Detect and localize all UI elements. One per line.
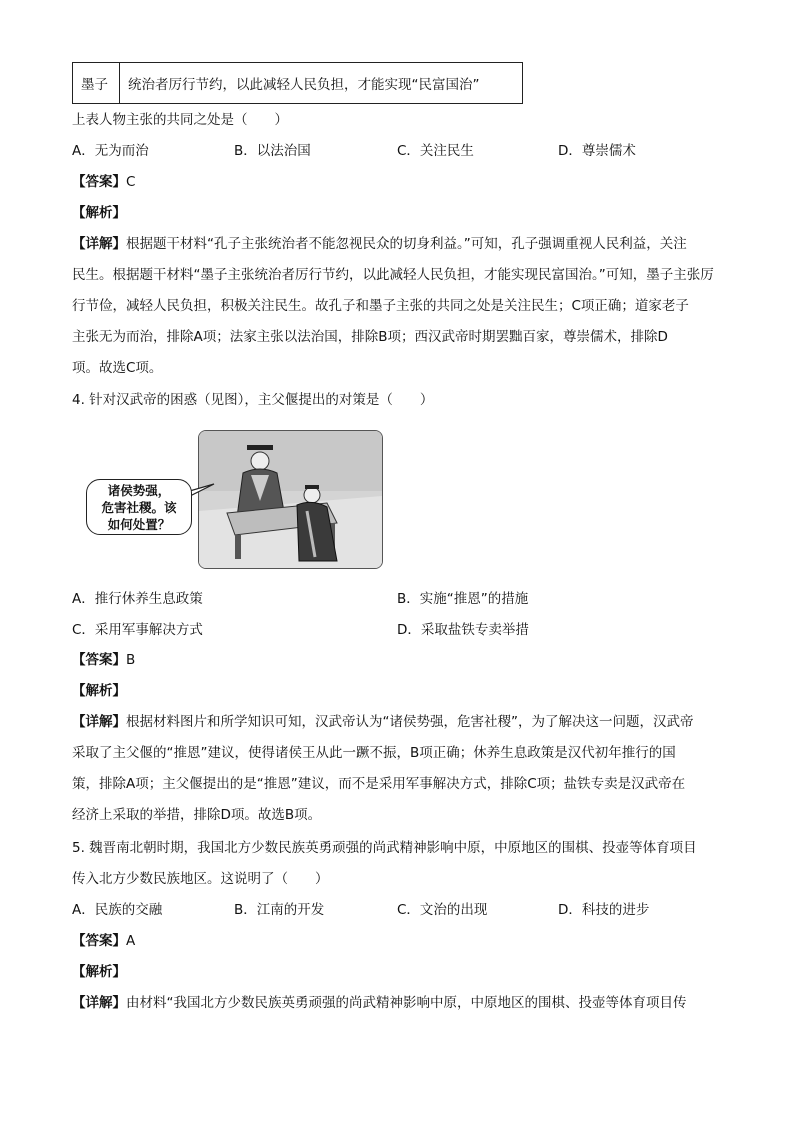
q3-option-a: A．无为而治: [72, 143, 149, 159]
q4-answer: [72, 650, 135, 670]
q4-option-c: C．采用军事解决方式: [72, 622, 203, 638]
q4-detail-line-2: 采取了主父偃的“推恩”建议，使得诸侯王从此一蹶不振，B项正确；休养生息政策是汉代初年推行的国: [72, 745, 676, 761]
bubble-line-3: 如何处置？: [107, 517, 171, 532]
q3-detail-line-5: 项。故选C项。: [72, 360, 163, 376]
detail-text: 由材料“我国北方少数民族英勇顽强的尚武精神影响中原，中原地区的围棋、投壶等体育项目传: [126, 995, 687, 1011]
answer-tag: 【答案】: [72, 652, 126, 668]
answer-tag: 【答案】: [72, 174, 126, 190]
q5-option-d: D．科技的进步: [558, 902, 650, 918]
table-row: [73, 63, 523, 104]
answer-tag: 【答案】: [72, 933, 126, 949]
q3-detail-line-1: [72, 234, 687, 254]
q4-option-d: D．采取盐铁专卖举措: [397, 622, 529, 638]
q4-detail-line-3: 策，排除A项；主父偃提出的是“推恩”建议，而不是采用军事解决方式，排除C项；盐铁专卖是汉武帝在: [72, 776, 686, 792]
emperor-scene-image: [199, 431, 382, 568]
answer-value: A: [126, 933, 136, 949]
q3-option-c: C．关注民生: [397, 143, 474, 159]
q4-option-a: A．推行休养生息政策: [72, 591, 203, 607]
answer-value: C: [126, 174, 136, 190]
bubble-line-2: 危害社稷。该: [101, 500, 177, 515]
q3-detail-line-2: 民生。根据题干材料“墨子主张统治者厉行节约，以此减轻人民负担，才能实现民富国治。”可知，墨子主张厉: [72, 267, 714, 283]
q4-stem: 4. 针对汉武帝的困惑（见图），主父偃提出的对策是（ ）: [72, 392, 434, 408]
quote-table: [72, 62, 523, 104]
q4-option-b: B．实施“推恩”的措施: [397, 591, 529, 607]
emperor-illustration: [198, 430, 383, 569]
q3-detail-line-4: 主张无为而治，排除A项；法家主张以法治国，排除B项；西汉武帝时期罢黜百家，尊崇儒术，排除D: [72, 329, 668, 345]
detail-text: 根据题干材料“孔子主张统治者不能忽视民众的切身利益。”可知，孔子强调重视人民利益，关注: [126, 236, 687, 252]
table-cell-text: 统治者厉行节约，以此减轻人民负担，才能实现“民富国治”: [120, 63, 523, 104]
bubble-line-1: 诸侯势强，: [107, 483, 171, 498]
q5-option-b: B．江南的开发: [234, 902, 325, 918]
speech-bubble: [86, 479, 192, 535]
q3-analysis-tag: 【解析】: [72, 205, 126, 221]
table-cell-name: 墨子: [73, 63, 120, 104]
detail-tag: 【详解】: [72, 995, 126, 1011]
q5-answer: [72, 931, 135, 951]
q5-option-a: A．民族的交融: [72, 902, 163, 918]
q3-option-d: D．尊崇儒术: [558, 143, 636, 159]
q5-analysis-tag: 【解析】: [72, 964, 126, 980]
detail-tag: 【详解】: [72, 236, 126, 252]
q4-analysis-tag: 【解析】: [72, 683, 126, 699]
q5-stem-line-2: 传入北方少数民族地区。这说明了（ ）: [72, 871, 329, 887]
q5-option-c: C．文治的出现: [397, 902, 488, 918]
q3-detail-line-3: 行节俭，减轻人民负担，积极关注民生。故孔子和墨子主张的共同之处是关注民生；C项正确；道家老子: [72, 298, 689, 314]
q3-stem: 上表人物主张的共同之处是（ ）: [72, 112, 288, 128]
q4-detail-line-4: 经济上采取的举措，排除D项。故选B项。: [72, 807, 322, 823]
q3-option-b: B．以法治国: [234, 143, 311, 159]
detail-tag: 【详解】: [72, 714, 126, 730]
q3-answer: [72, 172, 135, 192]
detail-text: 根据材料图片和所学知识可知，汉武帝认为“诸侯势强，危害社稷”，为了解决这一问题，汉武帝: [126, 714, 694, 730]
q4-detail-line-1: [72, 712, 694, 732]
q5-detail-line-1: [72, 993, 687, 1013]
q5-stem-line-1: 5. 魏晋南北朝时期，我国北方少数民族英勇顽强的尚武精神影响中原，中原地区的围棋、投壶等体育项目: [72, 840, 697, 856]
answer-value: B: [126, 652, 136, 668]
